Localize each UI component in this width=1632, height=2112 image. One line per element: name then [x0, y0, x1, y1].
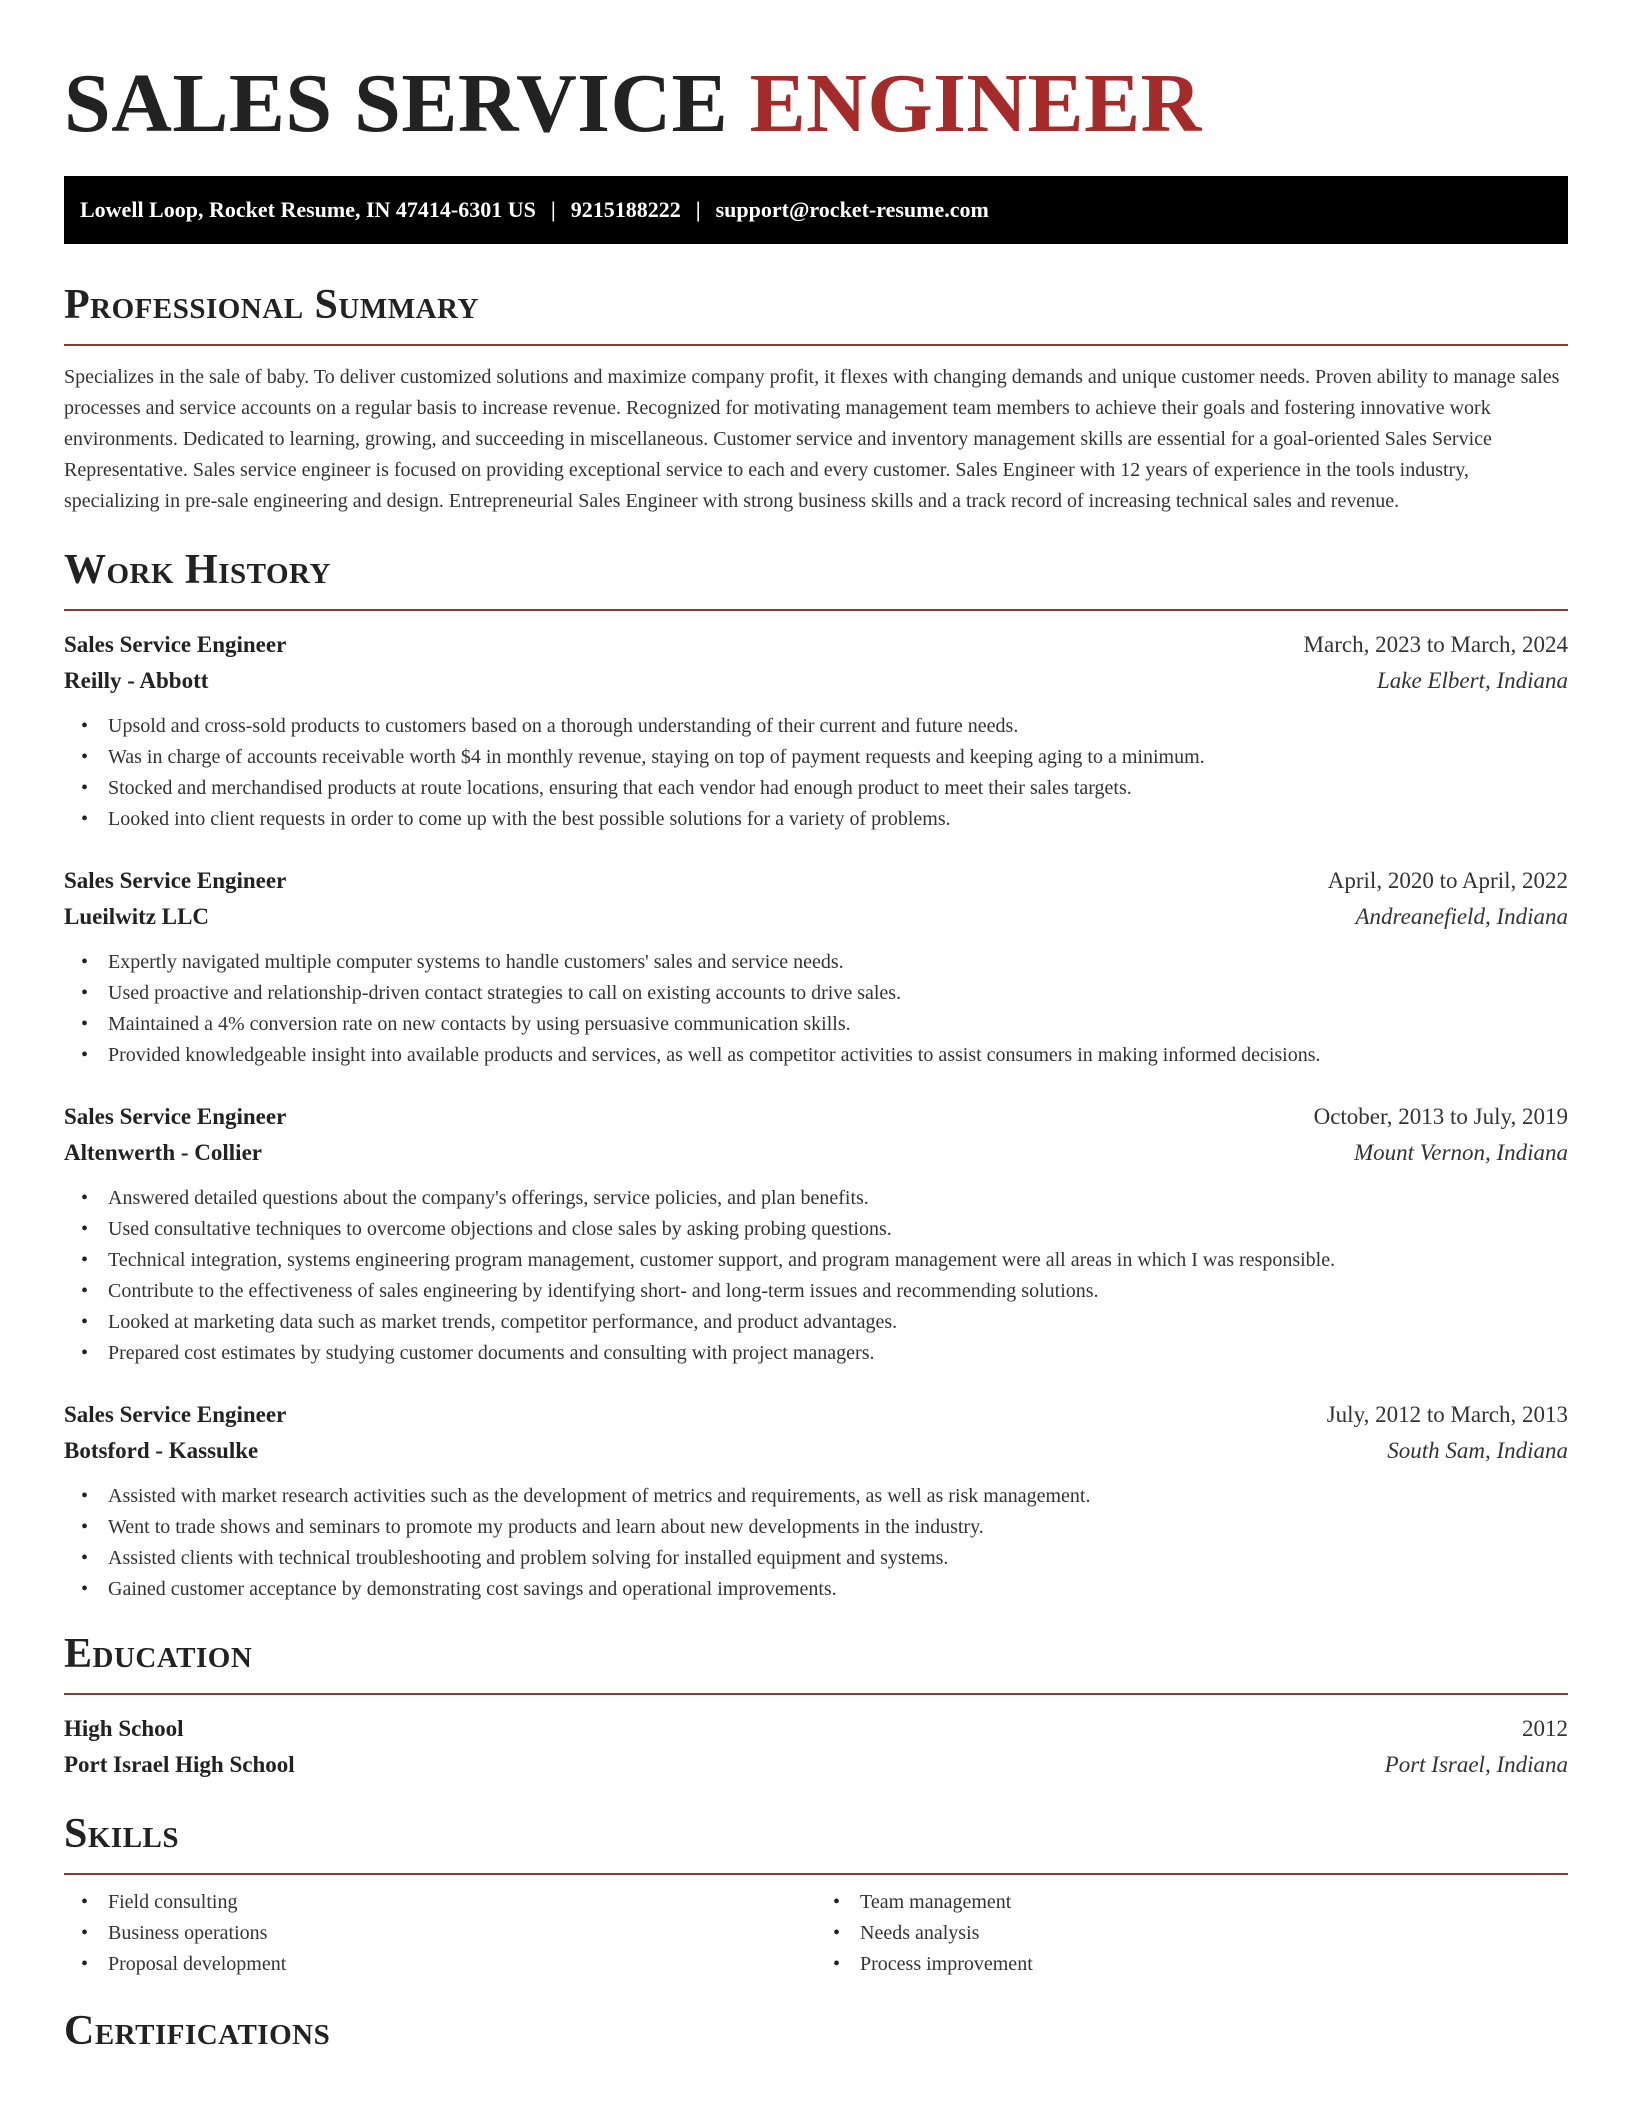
job-bullets — [64, 711, 1568, 835]
job-bullet: • Used proactive and relationship-driven contact strategies to call on existing accounts to drive sales. — [64, 978, 1568, 1009]
job-bullet: • Provided knowledgeable insight into available products and services, as well as competitor activities to assist consumers in making informed decisions. — [64, 1040, 1568, 1071]
job-role: Sales Service Engineer — [64, 632, 287, 657]
job-location: Mount Vernon, Indiana — [1353, 1140, 1568, 1165]
education-year: 2012 — [1522, 1716, 1568, 1741]
job-bullet: • Prepared cost estimates by studying customer documents and consulting with project managers. — [64, 1338, 1568, 1369]
job-role: Sales Service Engineer — [64, 868, 287, 893]
job-bullet: • Gained customer acceptance by demonstrating cost savings and operational improvements. — [64, 1574, 1568, 1605]
job-company-row — [64, 1135, 1568, 1171]
job-bullets — [64, 1183, 1568, 1369]
job-entry — [64, 863, 1568, 1071]
job-bullets — [64, 947, 1568, 1071]
job-location: South Sam, Indiana — [1387, 1438, 1568, 1463]
skills-column-right — [816, 1887, 1568, 1980]
job-company-row — [64, 663, 1568, 699]
job-header-row — [64, 1397, 1568, 1433]
job-bullets — [64, 1481, 1568, 1605]
section-title-certifications: Certifications — [64, 2008, 331, 2054]
contact-address: Lowell Loop, Rocket Resume, IN 47414-6301 US — [80, 197, 536, 222]
job-company: Reilly - Abbott — [64, 668, 209, 693]
contact-email: support@rocket-resume.com — [715, 197, 989, 222]
job-dates: July, 2012 to March, 2013 — [1326, 1402, 1568, 1427]
contact-phone: 9215188222 — [570, 197, 681, 222]
section-divider — [64, 344, 1568, 346]
education-header-row — [64, 1711, 1568, 1747]
job-dates: October, 2013 to July, 2019 — [1313, 1104, 1568, 1129]
section-divider — [64, 609, 1568, 611]
job-bullet: • Expertly navigated multiple computer systems to handle customers' sales and service needs. — [64, 947, 1568, 978]
job-location: Lake Elbert, Indiana — [1377, 668, 1568, 693]
summary-text: Specializes in the sale of baby. To deliver customized solutions and maximize company profit, it flexes with changing demands and unique customer needs. Proven ability to manage sales processes and service accounts on a regular basis to increase revenue. Recognized for motivating management team members to achieve their goals and fostering innovative work environments. Dedicated to learning, growing, and succeeding in miscellaneous. Customer service and inventory management skills are essential for a goal-oriented Sales Service Representative. Sales service engineer is focused on providing exceptional service to each and every customer. Sales Engineer with 12 years of experience in the tools industry, specializing in pre-sale engineering and design. Entrepreneurial Sales Engineer with strong business skills and a track record of increasing technical sales and revenue. — [64, 366, 1560, 512]
job-company: Altenwerth - Collier — [64, 1140, 262, 1165]
section-title-education: Education — [64, 1631, 253, 1677]
job-bullet: • Used consultative techniques to overcome objections and close sales by asking probing questions. — [64, 1214, 1568, 1245]
name-accent: ENGINEER — [749, 57, 1202, 150]
job-entry — [64, 627, 1568, 835]
section-title-work-history: Work History — [64, 547, 331, 593]
job-bullet: • Looked into client requests in order to come up with the best possible solutions for a variety of problems. — [64, 804, 1568, 835]
job-company: Lueilwitz LLC — [64, 904, 210, 929]
education-entry — [64, 1711, 1568, 1783]
education-location: Port Israel, Indiana — [1384, 1752, 1568, 1777]
job-bullet: • Assisted with market research activities such as the development of metrics and requirements, as well as risk management. — [64, 1481, 1568, 1512]
skill-item: • Process improvement — [816, 1949, 1568, 1980]
contact-separator: | — [695, 197, 701, 222]
job-bullet: • Went to trade shows and seminars to promote my products and learn about new developments in the industry. — [64, 1512, 1568, 1543]
work-history-section — [64, 545, 1568, 1605]
job-bullet: • Upsold and cross-sold products to customers based on a thorough understanding of their current and future needs. — [64, 711, 1568, 742]
skill-item: • Field consulting — [64, 1887, 816, 1918]
job-bullet: • Answered detailed questions about the company's offerings, service policies, and plan benefits. — [64, 1183, 1568, 1214]
skill-item: • Business operations — [64, 1918, 816, 1949]
summary-section — [64, 280, 1568, 517]
job-role: Sales Service Engineer — [64, 1402, 287, 1427]
education-degree: High School — [64, 1716, 184, 1741]
job-entry — [64, 1397, 1568, 1605]
job-company-row — [64, 899, 1568, 935]
job-entry — [64, 1099, 1568, 1369]
skill-item: • Team management — [816, 1887, 1568, 1918]
job-location: Andreanefield, Indiana — [1355, 904, 1568, 929]
job-bullet: • Was in charge of accounts receivable worth $4 in monthly revenue, staying on top of payment requests and keeping aging to a minimum. — [64, 742, 1568, 773]
job-bullet: • Technical integration, systems engineering program management, customer support, and program management were all areas in which I was responsible. — [64, 1245, 1568, 1276]
job-bullet: • Maintained a 4% conversion rate on new contacts by using persuasive communication skills. — [64, 1009, 1568, 1040]
job-dates: April, 2020 to April, 2022 — [1327, 868, 1568, 893]
job-header-row — [64, 1099, 1568, 1135]
certifications-section — [64, 2006, 1568, 2056]
job-bullet: • Looked at marketing data such as market trends, competitor performance, and product advantages. — [64, 1307, 1568, 1338]
skills-column-left — [64, 1887, 816, 1980]
job-bullet: • Stocked and merchandised products at route locations, ensuring that each vendor had enough product to meet their sales targets. — [64, 773, 1568, 804]
skill-item: • Needs analysis — [816, 1918, 1568, 1949]
education-school: Port Israel High School — [64, 1752, 295, 1777]
contact-separator: | — [550, 197, 556, 222]
section-title-summary: Professional Summary — [64, 282, 479, 328]
skills-section — [64, 1809, 1568, 1980]
job-company: Botsford - Kassulke — [64, 1438, 259, 1463]
resume-name-heading — [64, 56, 1568, 152]
job-bullet: • Assisted clients with technical troubleshooting and problem solving for installed equipment and systems. — [64, 1543, 1568, 1574]
contact-bar — [64, 176, 1568, 244]
skill-item: • Proposal development — [64, 1949, 816, 1980]
job-dates: March, 2023 to March, 2024 — [1303, 632, 1568, 657]
skills-grid — [64, 1887, 1568, 1980]
job-header-row — [64, 627, 1568, 663]
section-title-skills: Skills — [64, 1811, 180, 1857]
section-divider — [64, 1693, 1568, 1695]
job-company-row — [64, 1433, 1568, 1469]
name-main: SALES SERVICE — [64, 57, 750, 150]
job-role: Sales Service Engineer — [64, 1104, 287, 1129]
section-divider — [64, 1873, 1568, 1875]
education-school-row — [64, 1747, 1568, 1783]
job-bullet: • Contribute to the effectiveness of sales engineering by identifying short- and long-term issues and recommending solutions. — [64, 1276, 1568, 1307]
education-section — [64, 1629, 1568, 1783]
job-header-row — [64, 863, 1568, 899]
